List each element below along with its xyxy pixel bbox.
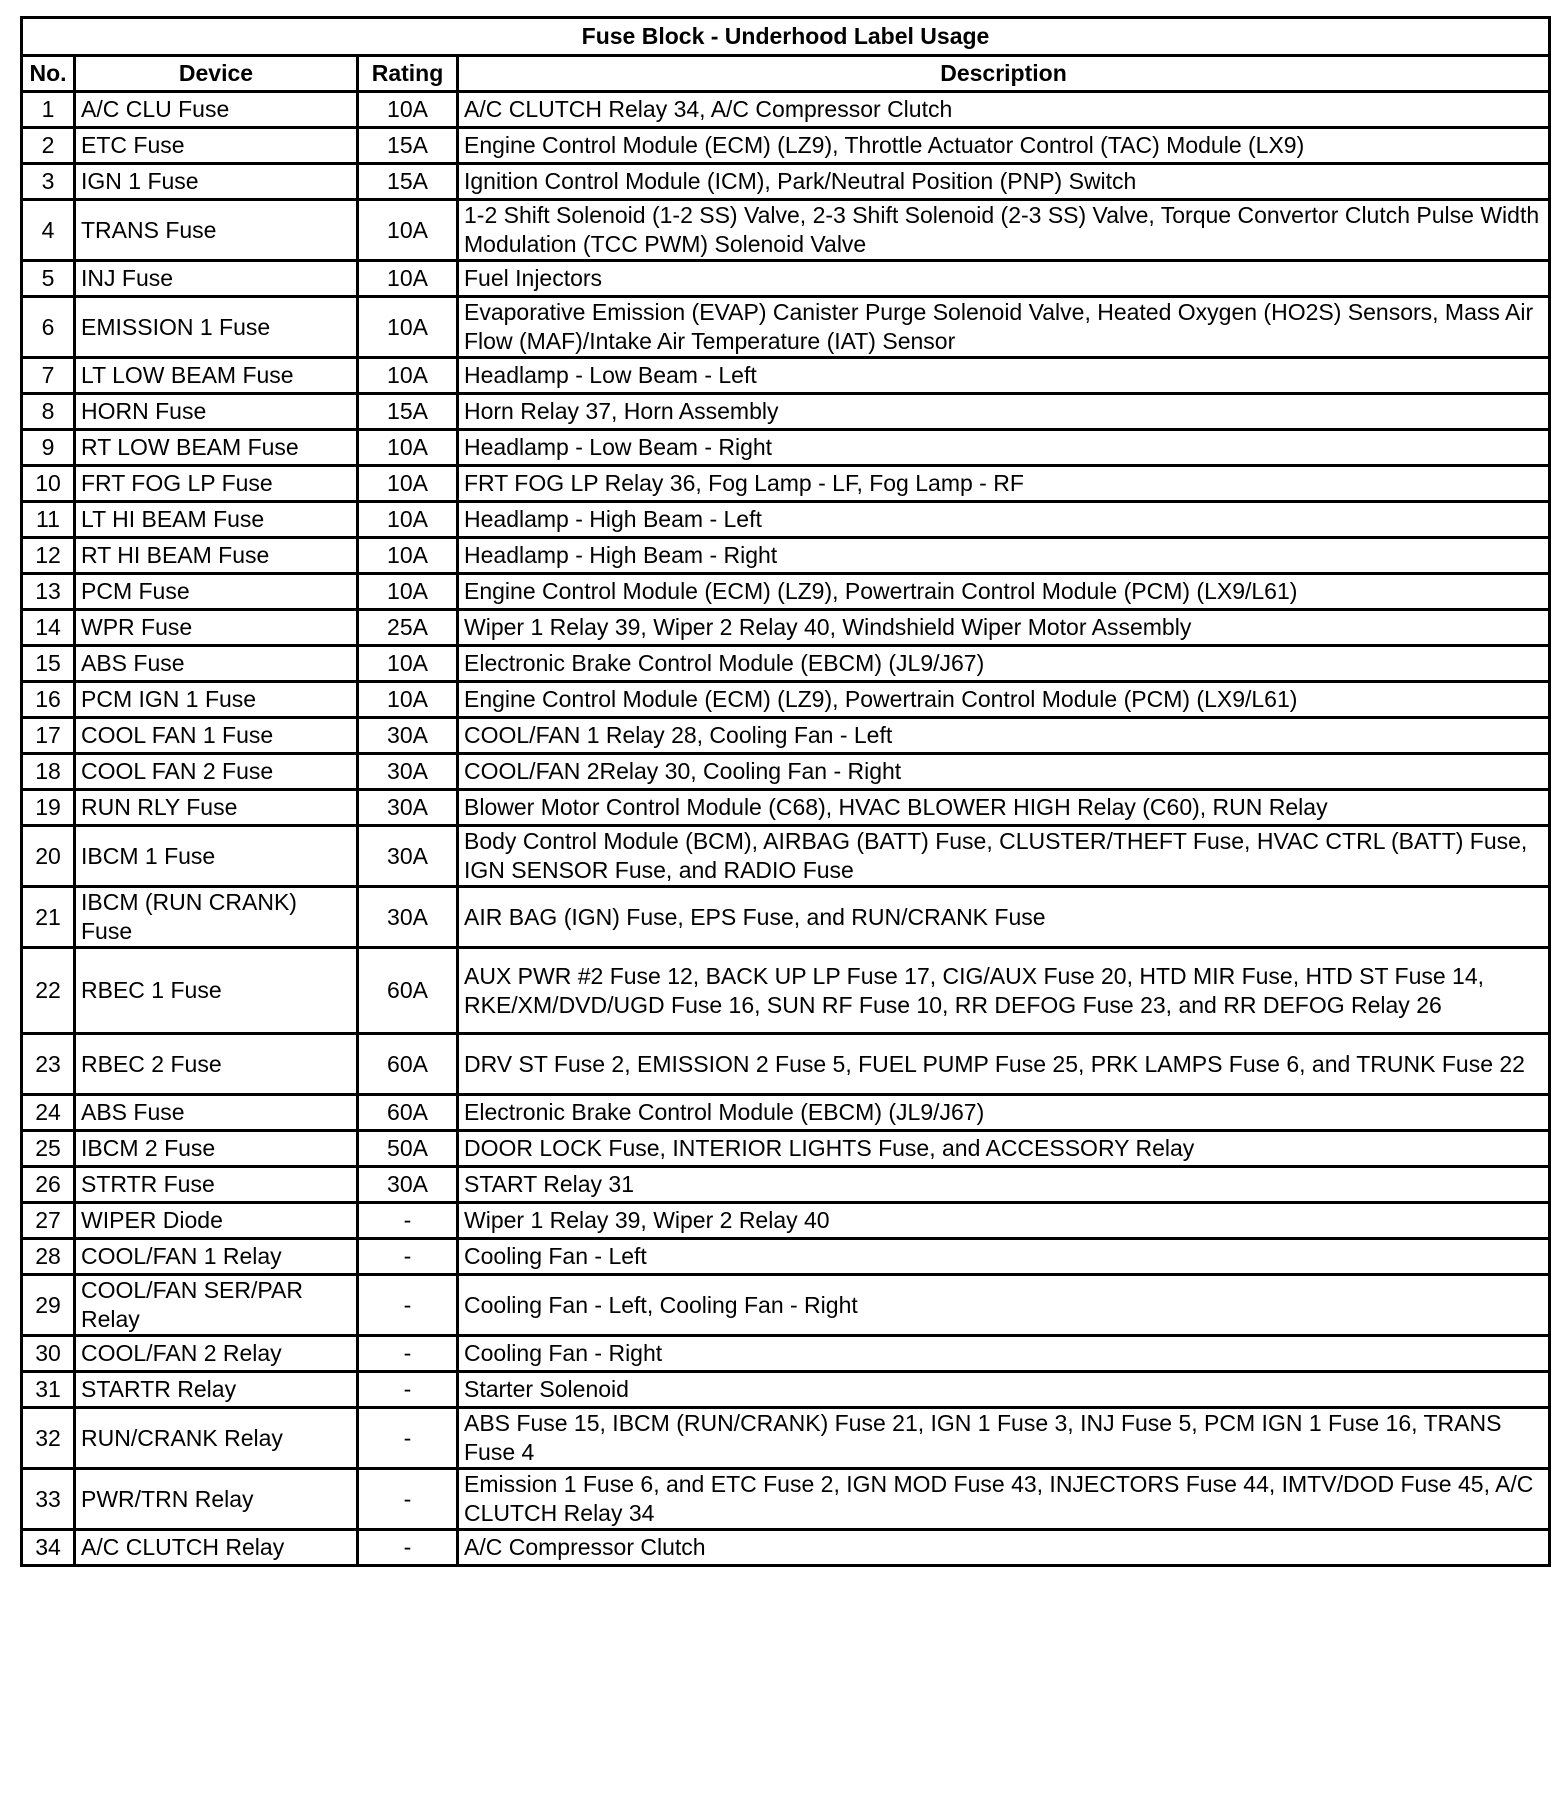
table-row [22, 574, 1550, 610]
row-rating: 10A [358, 574, 458, 610]
row-description: A/C Compressor Clutch [458, 1530, 1550, 1566]
row-description: DRV ST Fuse 2, EMISSION 2 Fuse 5, FUEL PUMP Fuse 25, PRK LAMPS Fuse 6, and TRUNK Fuse 22 [458, 1034, 1550, 1095]
row-device: ETC Fuse [75, 128, 358, 164]
table-title: Fuse Block - Underhood Label Usage [22, 18, 1550, 56]
row-device: INJ Fuse [75, 261, 358, 297]
row-device: A/C CLUTCH Relay [75, 1530, 358, 1566]
row-description: Headlamp - Low Beam - Left [458, 358, 1550, 394]
row-device: WIPER Diode [75, 1203, 358, 1239]
row-device: HORN Fuse [75, 394, 358, 430]
row-number: 10 [22, 466, 75, 502]
row-device: WPR Fuse [75, 610, 358, 646]
row-description: Engine Control Module (ECM) (LZ9), Powertrain Control Module (PCM) (LX9/L61) [458, 682, 1550, 718]
table-row [22, 790, 1550, 826]
row-rating: 10A [358, 261, 458, 297]
row-number: 32 [22, 1408, 75, 1469]
row-rating: 60A [358, 948, 458, 1034]
row-description: Wiper 1 Relay 39, Wiper 2 Relay 40 [458, 1203, 1550, 1239]
row-number: 3 [22, 164, 75, 200]
row-device: RBEC 2 Fuse [75, 1034, 358, 1095]
row-rating: 10A [358, 358, 458, 394]
row-device: PCM IGN 1 Fuse [75, 682, 358, 718]
header-description: Description [458, 56, 1550, 92]
row-rating: 15A [358, 128, 458, 164]
table-body [22, 92, 1550, 1566]
row-description: AUX PWR #2 Fuse 12, BACK UP LP Fuse 17, CIG/AUX Fuse 20, HTD MIR Fuse, HTD ST Fuse 14, RKE/XM/DVD/UGD Fuse 16, SUN RF Fuse 10, RR DEFOG Fuse 23, and RR DEFOG Relay 26 [458, 948, 1550, 1034]
row-description: ABS Fuse 15, IBCM (RUN/CRANK) Fuse 21, IGN 1 Fuse 3, INJ Fuse 5, PCM IGN 1 Fuse 16, TRANS Fuse 4 [458, 1408, 1550, 1469]
row-device: ABS Fuse [75, 646, 358, 682]
row-number: 34 [22, 1530, 75, 1566]
row-rating: 30A [358, 718, 458, 754]
table-row [22, 1131, 1550, 1167]
row-number: 19 [22, 790, 75, 826]
table-row [22, 826, 1550, 887]
row-device: LT HI BEAM Fuse [75, 502, 358, 538]
row-rating: 30A [358, 826, 458, 887]
table-row [22, 200, 1550, 261]
table-row [22, 1239, 1550, 1275]
row-number: 18 [22, 754, 75, 790]
row-number: 16 [22, 682, 75, 718]
row-description: Cooling Fan - Right [458, 1336, 1550, 1372]
row-device: IGN 1 Fuse [75, 164, 358, 200]
table-row [22, 1336, 1550, 1372]
row-number: 26 [22, 1167, 75, 1203]
table-row [22, 297, 1550, 358]
table-row [22, 394, 1550, 430]
row-rating: 10A [358, 682, 458, 718]
header-no: No. [22, 56, 75, 92]
row-rating: - [358, 1203, 458, 1239]
row-description: Ignition Control Module (ICM), Park/Neutral Position (PNP) Switch [458, 164, 1550, 200]
row-number: 5 [22, 261, 75, 297]
row-device: RT LOW BEAM Fuse [75, 430, 358, 466]
table-row [22, 754, 1550, 790]
table-row [22, 92, 1550, 128]
row-number: 15 [22, 646, 75, 682]
header-rating: Rating [358, 56, 458, 92]
row-number: 9 [22, 430, 75, 466]
row-description: Headlamp - High Beam - Left [458, 502, 1550, 538]
row-rating: 30A [358, 1167, 458, 1203]
table-row [22, 1372, 1550, 1408]
row-number: 22 [22, 948, 75, 1034]
row-device: RUN/CRANK Relay [75, 1408, 358, 1469]
row-description: FRT FOG LP Relay 36, Fog Lamp - LF, Fog Lamp - RF [458, 466, 1550, 502]
row-device: LT LOW BEAM Fuse [75, 358, 358, 394]
row-rating: 10A [358, 466, 458, 502]
row-number: 21 [22, 887, 75, 948]
row-number: 28 [22, 1239, 75, 1275]
row-number: 31 [22, 1372, 75, 1408]
row-rating: 10A [358, 200, 458, 261]
row-description: Cooling Fan - Left [458, 1239, 1550, 1275]
row-number: 4 [22, 200, 75, 261]
row-rating: 60A [358, 1095, 458, 1131]
row-number: 20 [22, 826, 75, 887]
table-row [22, 1203, 1550, 1239]
row-rating: - [358, 1372, 458, 1408]
row-rating: 25A [358, 610, 458, 646]
row-description: Horn Relay 37, Horn Assembly [458, 394, 1550, 430]
row-rating: 30A [358, 790, 458, 826]
table-row [22, 1530, 1550, 1566]
table-row [22, 948, 1550, 1034]
row-device: RUN RLY Fuse [75, 790, 358, 826]
row-device: FRT FOG LP Fuse [75, 466, 358, 502]
table-row [22, 646, 1550, 682]
row-number: 8 [22, 394, 75, 430]
row-device: EMISSION 1 Fuse [75, 297, 358, 358]
table-row [22, 1095, 1550, 1131]
row-rating: 30A [358, 754, 458, 790]
row-description: Electronic Brake Control Module (EBCM) (JL9/J67) [458, 646, 1550, 682]
table-row [22, 1469, 1550, 1530]
row-description: Engine Control Module (ECM) (LZ9), Powertrain Control Module (PCM) (LX9/L61) [458, 574, 1550, 610]
row-rating: 10A [358, 430, 458, 466]
row-description: A/C CLUTCH Relay 34, A/C Compressor Clutch [458, 92, 1550, 128]
row-device: IBCM 1 Fuse [75, 826, 358, 887]
row-description: Wiper 1 Relay 39, Wiper 2 Relay 40, Windshield Wiper Motor Assembly [458, 610, 1550, 646]
row-device: A/C CLU Fuse [75, 92, 358, 128]
row-description: COOL/FAN 1 Relay 28, Cooling Fan - Left [458, 718, 1550, 754]
row-rating: - [358, 1239, 458, 1275]
table-row [22, 538, 1550, 574]
row-number: 6 [22, 297, 75, 358]
row-device: IBCM 2 Fuse [75, 1131, 358, 1167]
row-description: Body Control Module (BCM), AIRBAG (BATT) Fuse, CLUSTER/THEFT Fuse, HVAC CTRL (BATT) Fuse, IGN SENSOR Fuse, and RADIO Fuse [458, 826, 1550, 887]
row-description: AIR BAG (IGN) Fuse, EPS Fuse, and RUN/CRANK Fuse [458, 887, 1550, 948]
table-row [22, 128, 1550, 164]
table-row [22, 1167, 1550, 1203]
table-row [22, 887, 1550, 948]
row-device: PCM Fuse [75, 574, 358, 610]
row-number: 30 [22, 1336, 75, 1372]
row-number: 24 [22, 1095, 75, 1131]
table-row [22, 502, 1550, 538]
row-number: 33 [22, 1469, 75, 1530]
row-description: DOOR LOCK Fuse, INTERIOR LIGHTS Fuse, and ACCESSORY Relay [458, 1131, 1550, 1167]
row-number: 1 [22, 92, 75, 128]
row-number: 27 [22, 1203, 75, 1239]
row-description: Electronic Brake Control Module (EBCM) (JL9/J67) [458, 1095, 1550, 1131]
row-device: COOL/FAN SER/PAR Relay [75, 1275, 358, 1336]
row-device: COOL FAN 2 Fuse [75, 754, 358, 790]
row-rating: 15A [358, 164, 458, 200]
row-rating: 10A [358, 297, 458, 358]
row-number: 2 [22, 128, 75, 164]
row-rating: 50A [358, 1131, 458, 1167]
table-row [22, 1034, 1550, 1095]
row-device: TRANS Fuse [75, 200, 358, 261]
row-number: 29 [22, 1275, 75, 1336]
row-description: Starter Solenoid [458, 1372, 1550, 1408]
row-rating: - [358, 1275, 458, 1336]
table-row [22, 1275, 1550, 1336]
row-device: IBCM (RUN CRANK) Fuse [75, 887, 358, 948]
row-number: 25 [22, 1131, 75, 1167]
row-device: COOL/FAN 1 Relay [75, 1239, 358, 1275]
row-rating: 10A [358, 92, 458, 128]
row-description: 1-2 Shift Solenoid (1-2 SS) Valve, 2-3 Shift Solenoid (2-3 SS) Valve, Torque Convertor Clutch Pulse Width Modulation (TCC PWM) Solenoid Valve [458, 200, 1550, 261]
row-description: Headlamp - High Beam - Right [458, 538, 1550, 574]
fuse-table-container [20, 16, 1548, 1567]
row-rating: - [358, 1530, 458, 1566]
row-rating: - [358, 1336, 458, 1372]
row-number: 14 [22, 610, 75, 646]
row-description: Cooling Fan - Left, Cooling Fan - Right [458, 1275, 1550, 1336]
row-description: Evaporative Emission (EVAP) Canister Purge Solenoid Valve, Heated Oxygen (HO2S) Sensors, Mass Air Flow (MAF)/Intake Air Temperature (IAT) Sensor [458, 297, 1550, 358]
table-row [22, 466, 1550, 502]
row-device: STARTR Relay [75, 1372, 358, 1408]
header-device: Device [75, 56, 358, 92]
row-rating: - [358, 1408, 458, 1469]
row-number: 12 [22, 538, 75, 574]
table-row [22, 261, 1550, 297]
row-rating: - [358, 1469, 458, 1530]
row-rating: 60A [358, 1034, 458, 1095]
row-number: 11 [22, 502, 75, 538]
row-device: PWR/TRN Relay [75, 1469, 358, 1530]
row-device: RBEC 1 Fuse [75, 948, 358, 1034]
row-rating: 30A [358, 887, 458, 948]
table-row [22, 718, 1550, 754]
row-device: RT HI BEAM Fuse [75, 538, 358, 574]
table-row [22, 164, 1550, 200]
row-device: ABS Fuse [75, 1095, 358, 1131]
table-row [22, 358, 1550, 394]
row-number: 17 [22, 718, 75, 754]
row-rating: 10A [358, 646, 458, 682]
row-rating: 15A [358, 394, 458, 430]
row-device: STRTR Fuse [75, 1167, 358, 1203]
row-number: 7 [22, 358, 75, 394]
row-description: Engine Control Module (ECM) (LZ9), Throttle Actuator Control (TAC) Module (LX9) [458, 128, 1550, 164]
table-row [22, 430, 1550, 466]
row-description: Headlamp - Low Beam - Right [458, 430, 1550, 466]
row-description: START Relay 31 [458, 1167, 1550, 1203]
row-description: Emission 1 Fuse 6, and ETC Fuse 2, IGN MOD Fuse 43, INJECTORS Fuse 44, IMTV/DOD Fuse 45, A/C CLUTCH Relay 34 [458, 1469, 1550, 1530]
row-description: Fuel Injectors [458, 261, 1550, 297]
row-device: COOL/FAN 2 Relay [75, 1336, 358, 1372]
row-rating: 10A [358, 538, 458, 574]
row-description: Blower Motor Control Module (C68), HVAC BLOWER HIGH Relay (C60), RUN Relay [458, 790, 1550, 826]
fuse-table [20, 16, 1551, 1567]
table-row [22, 682, 1550, 718]
table-row [22, 1408, 1550, 1469]
row-number: 23 [22, 1034, 75, 1095]
row-rating: 10A [358, 502, 458, 538]
row-description: COOL/FAN 2Relay 30, Cooling Fan - Right [458, 754, 1550, 790]
table-row [22, 610, 1550, 646]
row-number: 13 [22, 574, 75, 610]
row-device: COOL FAN 1 Fuse [75, 718, 358, 754]
